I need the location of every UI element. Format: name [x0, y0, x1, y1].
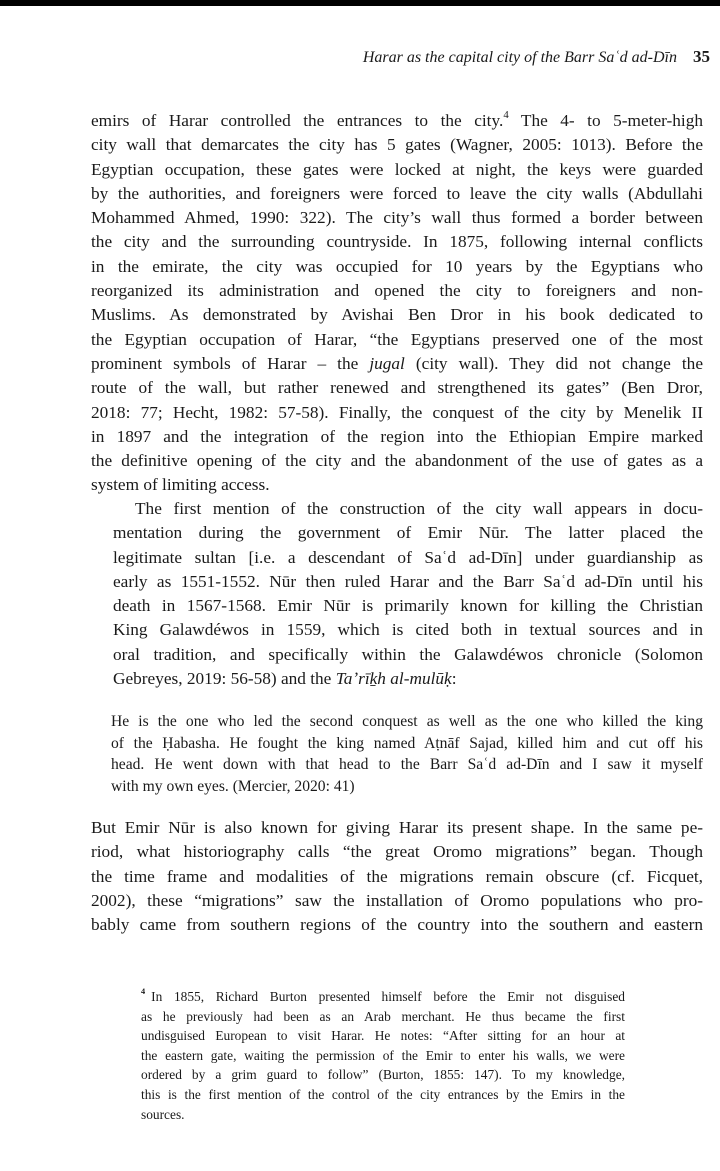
text-line: route of the wall, but rather renewed and strengthened its gates” (Ben Dror,	[91, 378, 703, 398]
text-line: King Galawdéwos in 1559, which is cited both in textual sources and in	[113, 620, 703, 640]
text-line	[91, 352, 703, 376]
text-line: in the emirate, the city was occupied for 10 years by the Egyptians who	[91, 256, 703, 276]
text-line: legitimate sultan [i.e. a descendant of Saʿd ad-Dīn] under guardianship as	[113, 547, 703, 567]
text-span: prominent symbols of Harar – the	[91, 353, 370, 373]
quote-line: with my own eyes. (Mercier, 2020: 41)	[111, 777, 355, 795]
text-line: 2018: 77; Hecht, 1982: 57-58). Finally, the conquest of the city by Menelik II	[91, 402, 703, 422]
text-line: The first mention of the construction of the city wall appears in docu-	[135, 499, 703, 518]
text-line: riod, what historiography calls “the great Oromo migrations” began. Though	[91, 842, 703, 862]
text-line: the Egyptian occupation of Harar, “the Egyptians preserved one of the most	[91, 329, 703, 349]
top-border-bar	[0, 0, 720, 6]
text-line	[91, 109, 703, 133]
text-span: In 1855, Richard Burton presented himself before the Emir not disguised	[151, 989, 625, 1004]
text-line: Egyptian occupation, these gates were locked at night, the keys were guarded	[91, 159, 703, 179]
text-line: in 1897 and the integration of the region into the Ethiopian Empire marked	[91, 426, 703, 446]
paragraph-3	[91, 816, 703, 937]
italic-term: jugal	[369, 353, 405, 373]
text-line: But Emir Nūr is also known for giving Harar its present shape. In the same pe-	[91, 818, 703, 837]
text-span: emirs of Harar controlled the entrances to the city.	[91, 111, 504, 130]
running-header	[363, 47, 710, 67]
text-span: (city wall). They did not change the	[404, 353, 703, 373]
footnote-line: undisguised European to visit Harar. He notes: “After sitting for an hour at	[141, 1028, 625, 1044]
running-title: Harar as the capital city of the Barr Saʿd ad-Dīn	[362, 49, 677, 66]
footnote	[141, 987, 625, 1124]
text-line: Muslims. As demonstrated by Avishai Ben Dror in his book dedicated to	[91, 305, 703, 325]
footnote-marker: 4	[141, 987, 146, 997]
text-span: The 4- to 5-meter-high	[508, 111, 704, 130]
quote-line: of the Ḥabasha. He fought the king named Aṭnāf Sajad, killed him and cut off his	[111, 734, 703, 752]
text-line: mentation during the government of Emir Nūr. The latter placed the	[113, 523, 703, 543]
paragraph-2	[91, 497, 703, 691]
text-span: :	[451, 669, 457, 689]
footnote-line: as he previously had been as an Arab merchant. He thus became the first	[141, 1008, 625, 1024]
text-line: city wall that demarcates the city has 5 gates (Wagner, 2005: 1013). Before the	[91, 135, 703, 155]
footnote-line: the eastern gate, waiting the permission of the Emir to enter his walls, we were	[141, 1047, 625, 1063]
text-line: system of limiting access.	[91, 475, 270, 495]
footnote-line: ordered by a grim guard to follow” (Burton, 1855: 147). To my knowledge,	[141, 1067, 625, 1083]
page-number: 35	[693, 47, 710, 66]
text-span: Gebreyes, 2019: 56-58) and the	[113, 669, 336, 689]
text-line: bably came from southern regions of the country into the southern and eastern	[91, 915, 703, 935]
text-line: the definitive opening of the city and the abandonment of the use of gates as a	[91, 451, 703, 471]
italic-title: Taʼrīḵh al-mulūḳ	[335, 669, 452, 689]
text-line: by the authorities, and foreigners were forced to leave the city walls (Abdullahi	[91, 183, 703, 203]
block-quote	[111, 711, 703, 797]
footnote-line: this is the first mention of the control of the city entrances by the Emirs in the	[141, 1086, 625, 1102]
footnote-line: sources.	[141, 1106, 185, 1122]
text-line: reorganized its administration and opened the city to foreigners and non-	[91, 281, 703, 301]
footnote-line	[141, 987, 625, 1007]
text-line: the time frame and modalities of the migrations remain obscure (cf. Ficquet,	[91, 866, 703, 886]
paragraph-1	[91, 109, 703, 498]
text-line: the city and the surrounding countryside. In 1875, following internal conflicts	[91, 232, 703, 252]
quote-line: He is the one who led the second conquest as well as the one who killed the king	[111, 713, 703, 730]
text-line: oral tradition, and specifically within the Galawdéwos chronicle (Solomon	[113, 644, 703, 664]
footnote-ref[interactable]: 4	[503, 108, 509, 121]
text-line: 2002), these “migrations” saw the installation of Oromo populations who pro-	[91, 890, 703, 910]
text-line: Mohammed Ahmed, 1990: 322). The city’s wall thus formed a border between	[91, 208, 703, 228]
text-line: death in 1567-1568. Emir Nūr is primarily known for killing the Christian	[113, 596, 703, 616]
text-line	[91, 667, 703, 691]
text-line: early as 1551-1552. Nūr then ruled Harar and the Barr Saʿd ad-Dīn until his	[113, 571, 703, 591]
quote-line: head. He went down with that head to the Barr Saʿd ad-Dīn and I saw it myself	[111, 756, 703, 773]
